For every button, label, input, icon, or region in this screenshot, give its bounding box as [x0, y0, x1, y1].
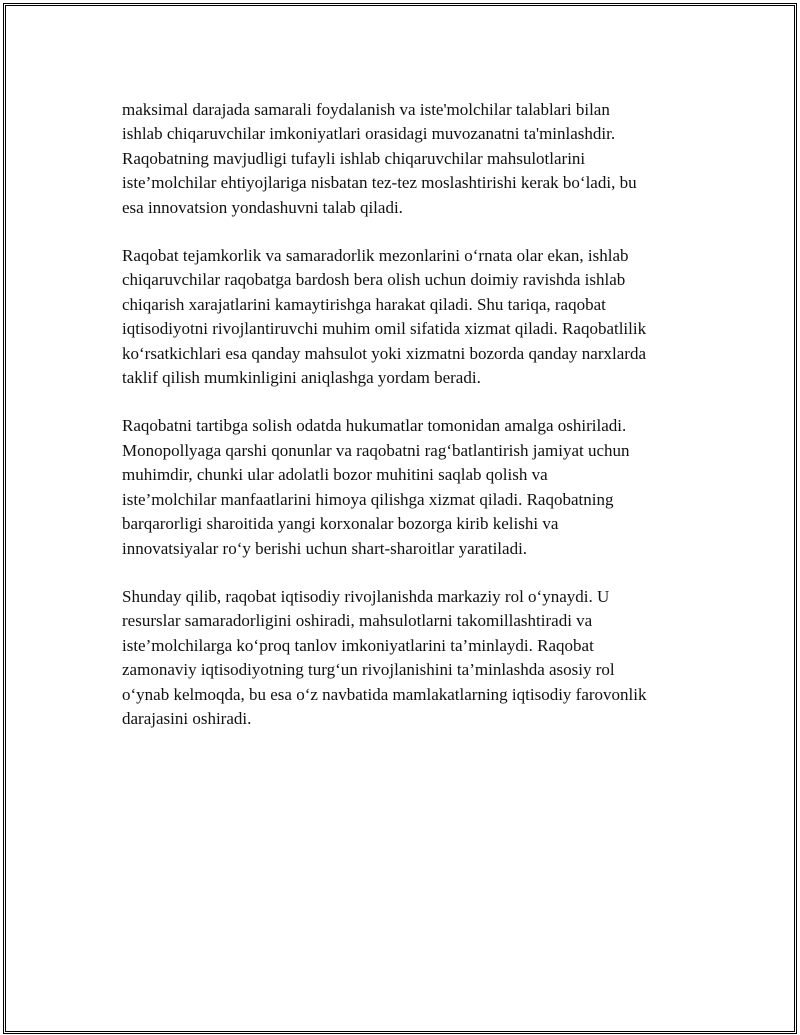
text-line: Raqobatni tartibga solish odatda hukumatlar tomonidan amalga oshiriladi. — [122, 416, 627, 436]
text-line: ishlab chiqaruvchilar imkoniyatlari orasidagi muvozanatni ta'minlashdir. — [122, 124, 616, 144]
text-line: taklif qilish mumkinligini aniqlashga yordam beradi. — [122, 368, 481, 388]
paragraph-2 — [122, 244, 702, 390]
text-line: zamonaviy iqtisodiyotning turg‘un rivojlanishini ta’minlashda asosiy rol — [122, 660, 615, 680]
text-line: chiqaruvchilar raqobatga bardosh bera olish uchun doimiy ravishda ishlab — [122, 270, 626, 290]
paragraph-3 — [122, 414, 702, 560]
text-line: Monopollyaga qarshi qonunlar va raqobatni rag‘batlantirish jamiyat uchun — [122, 440, 630, 460]
text-line: muhimdir, chunki ular adolatli bozor muhitini saqlab qolish va — [122, 465, 548, 485]
text-line: innovatsiyalar ro‘y berishi uchun shart-sharoitlar yaratiladi. — [122, 538, 528, 558]
page-frame — [3, 3, 797, 1034]
paragraph-1 — [122, 98, 702, 220]
text-line: chiqarish xarajatlarini kamaytirishga harakat qiladi. Shu tariqa, raqobat — [122, 294, 606, 314]
text-line: iste’molchilar ehtiyojlariga nisbatan tez-tez moslashtirishi kerak bo‘ladi, bu — [122, 173, 637, 193]
text-line: Raqobat tejamkorlik va samaradorlik mezonlarini o‘rnata olar ekan, ishlab — [122, 246, 629, 266]
text-line: o‘ynab kelmoqda, bu esa o‘z navbatida mamlakatlarning iqtisodiy farovonlik — [122, 684, 647, 704]
text-line: esa innovatsion yondashuvni talab qiladi. — [122, 197, 403, 217]
text-line: barqarorligi sharoitida yangi korxonalar bozorga kirib kelishi va — [122, 514, 559, 534]
text-line: iste’molchilarga ko‘proq tanlov imkoniyatlarini ta’minlaydi. Raqobat — [122, 635, 594, 655]
text-line: ko‘rsatkichlari esa qanday mahsulot yoki xizmatni bozorda qanday narxlarda — [122, 343, 646, 363]
document-body — [122, 98, 702, 755]
text-line: resurslar samaradorligini oshiradi, mahsulotlarni takomillashtiradi va — [122, 611, 593, 631]
text-line: maksimal darajada samarali foydalanish va iste'molchilar talablari bilan — [122, 100, 610, 119]
text-line: iqtisodiyotni rivojlantiruvchi muhim omil sifatida xizmat qiladi. Raqobatlilik — [122, 319, 647, 339]
text-line: darajasini oshiradi. — [122, 708, 252, 728]
text-line: Raqobatning mavjudligi tufayli ishlab chiqaruvchilar mahsulotlarini — [122, 148, 586, 168]
paragraph-4 — [122, 585, 702, 731]
text-line: iste’molchilar manfaatlarini himoya qilishga xizmat qiladi. Raqobatning — [122, 489, 614, 509]
text-line: Shunday qilib, raqobat iqtisodiy rivojlanishda markaziy rol o‘ynaydi. U — [122, 586, 610, 606]
